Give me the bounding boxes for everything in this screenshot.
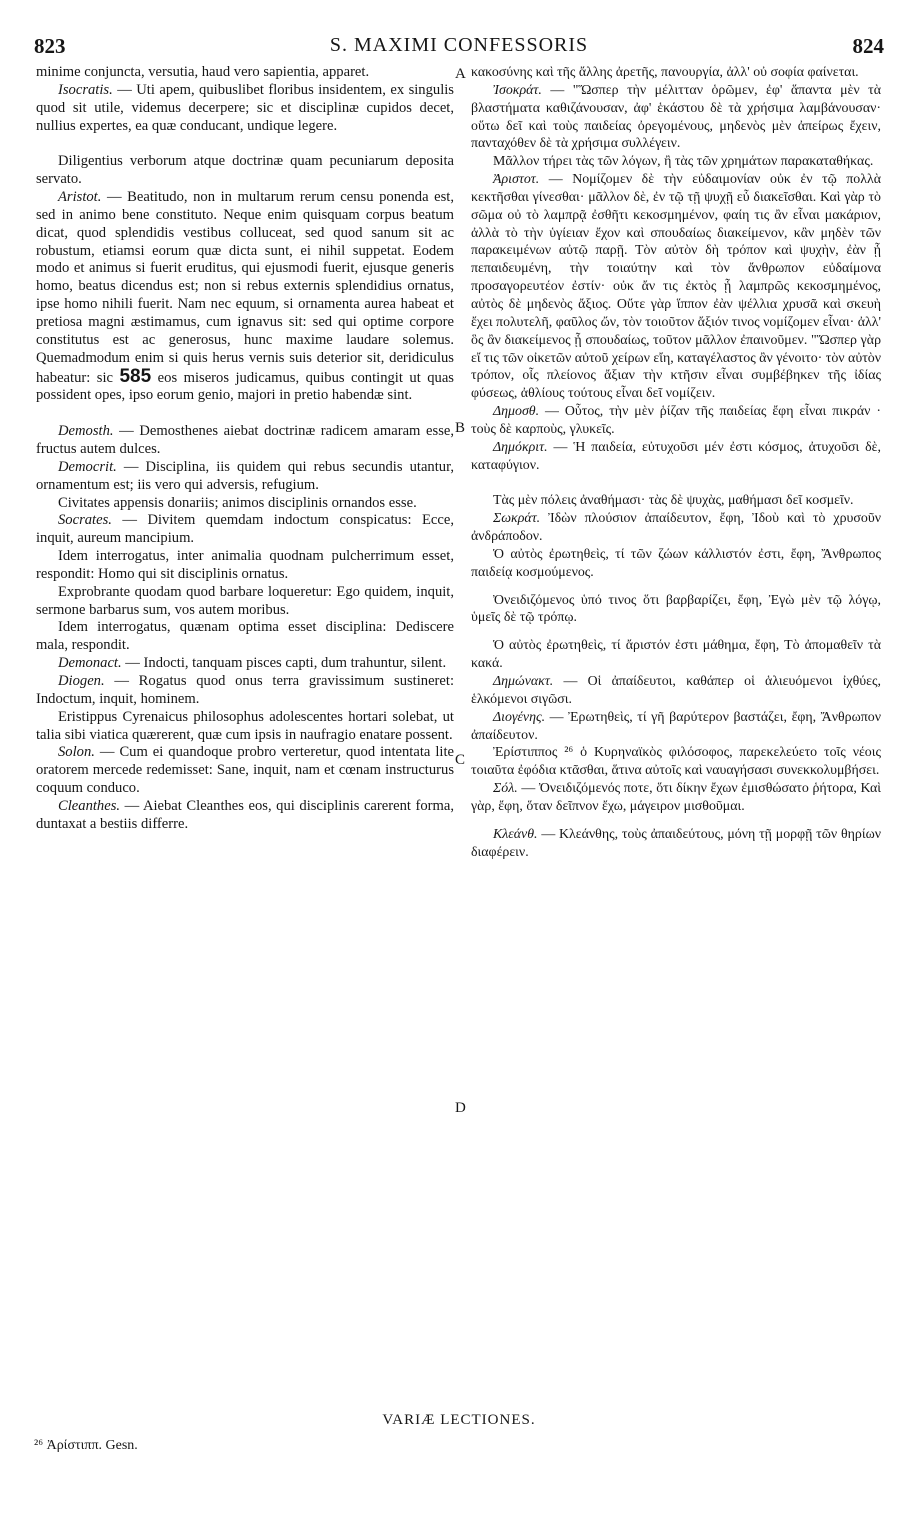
speaker-label: Ἰσοκράτ. [493, 82, 542, 98]
speaker-label: Ἀριστοτ. [493, 172, 540, 188]
greek-paragraph: Ὀνειδιζόμενος ὑπό τινος ὅτι βαρβαρίζει, ἔφη, Ἐγὼ μὲν τῷ λόγῳ, ὑμεῖς δὲ τῷ τρόπῳ. [471, 592, 881, 626]
speaker-label: Δημόκριτ. [493, 439, 548, 455]
greek-paragraph: Ὁ αὐτὸς ἐρωτηθεὶς, τί τῶν ζώων κάλλιστόν ἐστι, ἔφη, Ἄνθρωπος παιδείᾳ κοσμούμενος. [471, 546, 881, 580]
margin-letter-b: B [455, 420, 466, 436]
latin-paragraph: Diligentius verborum atque doctrinæ quam pecuniarum deposita servato. [36, 153, 454, 188]
greek-paragraph: Σωκράτ. Ἰδὼν πλούσιον ἀπαίδευτον, ἔφη, Ἰδοὺ καὶ τὸ χρυσοῦν ἀνδράποδον. [471, 511, 881, 545]
latin-paragraph: Demosth. — Demosthenes aiebat doctrinæ radicem amaram esse, fructus autem dulces. [36, 423, 454, 458]
latin-paragraph: Solon. — Cum ei quandoque probro verteretur, quod intentata lite oratorem mercede redemisset: Sane, inquit, nam et cœnam instructurus coquum conduco. [36, 744, 454, 797]
latin-paragraph: Cleanthes. — Aiebat Cleanthes eos, qui disciplinis carerent forma, duntaxat a bestiis differre. [36, 797, 454, 832]
greek-paragraph: Κλεάνθ. — Κλεάνθης, τοὺς ἀπαιδεύτους, μόνη τῇ μορφῇ τῶν θηρίων διαφέρειν. [471, 826, 881, 860]
latin-paragraph: Idem interrogatus, inter animalia quodnam pulcherrimum esset, respondit: Homo qui sit disciplinis ornatus. [36, 548, 454, 582]
speaker-label: Isocratis. [58, 81, 113, 98]
greek-paragraph: Δημώνακτ. — Οἱ ἀπαίδευτοι, καθάπερ οἱ ἁλιευόμενοι ἰχθύες, ἑλκόμενοι σιγῶσι. [471, 674, 881, 707]
latin-paragraph: Demonact. — Indocti, tanquam pisces capti, dum trahuntur, silent. [58, 655, 447, 672]
greek-paragraph: Ἀριστοτ. — Νομίζομεν δὲ τὴν εὐδαιμονίαν οὐκ ἐν τῷ πολλὰ κεκτῆσθαι γίνεσθαι· μᾶλλον δὲ, ἐν τῷ τῇ ψυχῇ εὖ διακεῖσθαι. Καὶ γὰρ τὸ σῶμα οὐ τὸ λαμπρᾷ ἐσθῆτι κεκοσμημένον, φαίη τις ἂν εἶναι μακάριον, ἀλλὰ τὸ τὴν ὑγίειαν ἔχον καὶ σπουδαίως διακείμενον, κἂν μηδὲν τῶν παρακειμένων αὐτῷ παρῇ. Τὸν αὐτὸν δὴ τρόπον καὶ ψυχὴν, ἐὰν ᾖ πεπαιδευμένη, τὴν τοιαύτην καὶ τὸν ἄνθρωπον εὐδαίμονα προσαγορευτέον ἐστίν· οὐκ ἄν τις ἐκτὸς ᾖ λαμπρῶς κεκοσμημένος, αὐτὸς δὲ μηδενὸς ἄξιος. Οὔτε γὰρ ἵππον ἐὰν ψέλλια χρυσᾶ καὶ σκευὴ ἔχει πολυτελῆ, φαῦλος ὤν, τὸν τοιοῦτον ἄξιόν τινος νομίζομεν εἶναι· ἀλλ' ὃς ἂν διακείμενος ᾖ σπουδαίως, τοῦτον μᾶλλον ἐπαινοῦμεν. "Ὥσπερ γὰρ εἴ τις τῶν οἰκετῶν αὐτοῦ χείρων εἴη, καταγέλαστος ἂν γένοιτο· τὸν αὐτὸν τρόπον, οἷς πλείονος ἄξιαν τὴν κτῆσιν εἶναι συμβέβηκεν τῆς ἰδίας φύσεως, ἀθλίους τούτους εἶναι δεῖ νομίζειν. [471, 172, 882, 402]
speaker-label: Σόλ. [493, 781, 518, 797]
greek-paragraph: Δημοσθ. — Οὗτος, τὴν μὲν ῥίζαν τῆς παιδείας ἔφη εἶναι πικράν · τοὺς δὲ καρποὺς, γλυκεῖς. [471, 404, 881, 437]
footnote: ²⁶ Ἀρίστιππ. Gesn. [34, 1438, 138, 1453]
greek-paragraph: Ὁ αὐτὸς ἐρωτηθεὶς, τί ἄριστόν ἐστι μάθημα, ἔφη, Τὸ ἀπομαθεῖν τὰ κακά. [471, 638, 881, 672]
speaker-label: Socrates. [58, 512, 112, 529]
speaker-label: Demonact. [58, 655, 122, 672]
margin-letter-c: C [455, 752, 466, 768]
speaker-label: Aristot. [58, 189, 102, 206]
speaker-label: Democrit. [58, 458, 117, 475]
speaker-label: Demosth. [58, 423, 114, 440]
latin-paragraph: Democrit. — Disciplina, iis quidem qui rebus secundis utantur, ornamentum est; iis vero qui adversis, refugium. [36, 458, 454, 493]
latin-paragraph: minime conjuncta, versutia, haud vero sapientia, apparet. [36, 64, 370, 80]
greek-paragraph: Σόλ. — Ὀνειδιζόμενός ποτε, ὅτι δίκην ἔχων ἐμισθώσατο ῥήτορα, Καὶ γὰρ, ἔφη, ὅταν δεῖπνον ἔχω, μάγειρον μισθοῦμαι. [471, 781, 881, 814]
latin-paragraph: Exprobrante quodam quod barbare loqueretur: Ego quidem, inquit, sermone barbarus sum, vos autem moribus. [36, 583, 454, 618]
margin-letter-a: A [455, 66, 466, 82]
page-number-right: 824 [852, 34, 884, 58]
speaker-label: Diogen. [58, 673, 105, 689]
latin-column [36, 64, 454, 834]
running-title: S. MAXIMI CONFESSORIS [329, 34, 589, 56]
greek-paragraph: Μᾶλλον τήρει τὰς τῶν λόγων, ἢ τὰς τῶν χρημάτων παρακαταθήκας. [493, 154, 874, 170]
speaker-label: Σωκράτ. [493, 511, 541, 527]
latin-paragraph: Isocratis. — Uti apem, quibuslibet floribus insidentem, ex singulis quod sit utile, videmus decerpere; sic et disciplinæ cupidos decet, nullius expertes, ea quæ conducant, undique legere. [36, 81, 454, 134]
latin-paragraph: Idem interrogatus, quænam optima esset disciplina: Dediscere mala, respondit. [36, 619, 454, 654]
latin-paragraph: Civitates appensis donariis; animos disciplinis ornandos esse. [58, 494, 417, 511]
greek-paragraph: Ἰσοκράτ. — "Ὥσπερ τὴν μέλιτταν ὁρῶμεν, ἐφ' ἅπαντα μὲν τὰ βλαστήματα καθιζάνουσαν, ἀφ' ἑκάστου δὲ τὰ χρήσιμα λαμβάνουσαν· οὕτω δεῖ καὶ τοὺς παιδείας ὀρεγομένους, μηδενὸς μὲν ἀπείρως ἔχειν, πανταχόθεν δὲ τὰ χρήσιμα συλλέγειν. [471, 82, 881, 152]
speaker-label: Δημώνακτ. [493, 674, 554, 689]
latin-paragraph: Diogen. — Rogatus quod onus terra gravissimum sustineret: Indoctum, inquit, hominem. [36, 673, 454, 707]
speaker-label: Δημοσθ. [493, 404, 540, 420]
greek-paragraph: Ἐρίστιππος ²⁶ ὁ Κυρηναϊκὸς φιλόσοφος, παρεκελεύετο τοῖς νέοις τοιαῦτα ἐφόδια κτᾶσθαι, ἅτινα αὐτοῖς καὶ ναυαγήσασι συνεκκολυμβήσει. [471, 745, 881, 779]
speaker-label: Cleanthes. [58, 797, 121, 814]
greek-paragraph: Τὰς μὲν πόλεις ἀναθήμασι· τὰς δὲ ψυχὰς, μαθήμασι δεῖ κοσμεῖν. [493, 493, 854, 509]
latin-paragraph: Eristippus Cyrenaicus philosophus adolescentes hortari solebat, ut talia sibi viatica quærerent, quæ cum ipsis in naufragio enatare possent. [36, 708, 454, 743]
page-number-left: 823 [34, 34, 66, 58]
column-number: 585 [119, 365, 152, 387]
latin-paragraph: Socrates. — Divitem quemdam indoctum conspicatus: Ecce, inquit, aureum mancipium. [36, 512, 454, 547]
variae-lectiones-heading: VARIÆ LECTIONES. [382, 1412, 536, 1428]
greek-paragraph: Δημόκριτ. — Ἡ παιδεία, εὐτυχοῦσι μέν ἐστι κόσμος, ἀτυχοῦσι δὲ, καταφύγιον. [471, 439, 881, 473]
running-header [34, 34, 884, 60]
speaker-label: Διογένης. [493, 709, 546, 725]
speaker-label: Κλεάνθ. [493, 826, 538, 842]
greek-paragraph: κακοσύνης καὶ τῆς ἄλλης ἀρετῆς, πανουργία, ἀλλ' οὐ σοφία φαίνεται. [471, 65, 859, 80]
speaker-label: Solon. [58, 744, 95, 761]
margin-letter-d: D [455, 1100, 466, 1116]
greek-column [471, 64, 881, 861]
latin-paragraph: Aristot. — Beatitudo, non in multarum rerum censu ponenda est, sed in animo bene constituto. Neque enim quisquam corpus beatum dicat, quod splendidis vestibus colluceat, sed quod sanum sit ac robustum, etiamsi eorum quæ dicta sunt, ei nihil suppetat. Eodem modo et animus si fuerit eruditus, qui ejusmodi fuerit, ejusque generis homo, beatus dicendus est; non si rebus externis splendidius ornatus, ipse homo nihili fuerit. Nam nec equum, si ornamenta aurea habeat et pretiosa magni æstimamus, cum ignavus sit: sed qui optime corpore constitutus est ac generosus, hunc maxime laudare solemus. Quemadmodum enim si quis herus vernis suis deterior sit, deridiculus habeatur: sic 585 eos miseros judicamus, quibus contingit ut quas possident opes, ipso eorum genio, majori in pretio habendæ sint. [36, 189, 454, 404]
greek-paragraph: Διογένης. — Ἐρωτηθεὶς, τί γῆ βαρύτερον βαστάζει, ἔφη, Ἄνθρωπον ἀπαίδευτον. [471, 709, 881, 743]
